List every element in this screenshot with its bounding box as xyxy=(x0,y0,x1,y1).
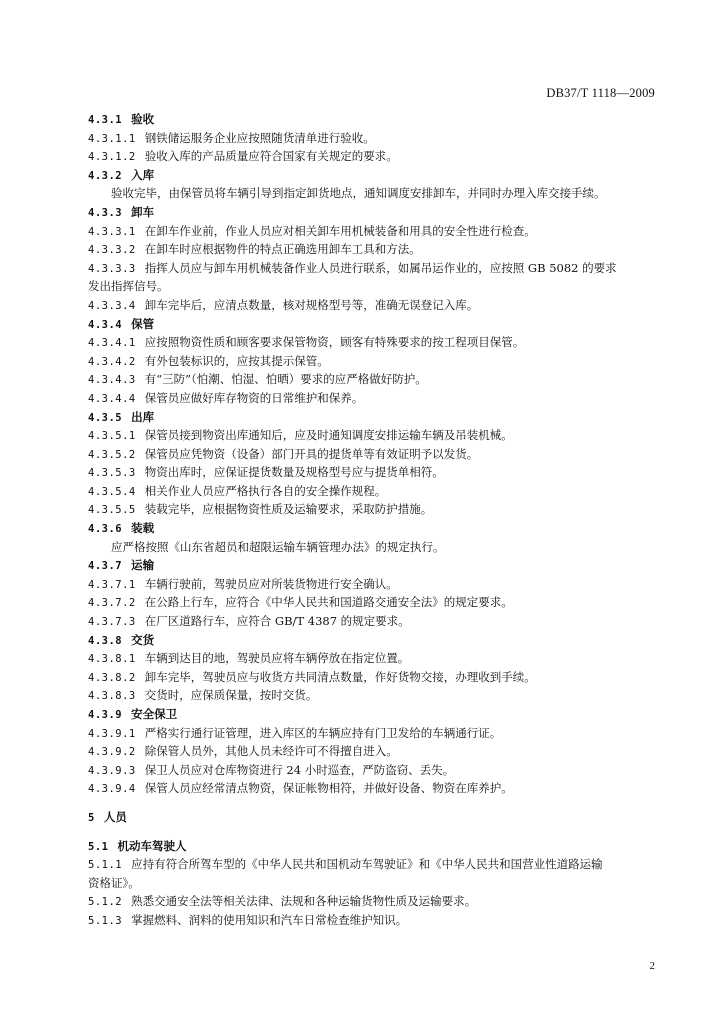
section-title: 保管 xyxy=(131,316,155,331)
clause-number: 4.3.3.4 xyxy=(88,299,136,312)
clause-line xyxy=(88,370,660,389)
section-title: 入库 xyxy=(131,167,155,182)
section-title: 卸车 xyxy=(131,204,155,219)
clause-line xyxy=(88,259,660,278)
section-heading xyxy=(88,110,660,129)
section-title: 机动车驾驶人 xyxy=(117,838,187,853)
clause-text: 发出指挥信号。 xyxy=(88,279,169,294)
clause-line xyxy=(88,240,660,259)
clause-number: 4.3.8 xyxy=(88,634,123,647)
clause-number: 4.3.9.4 xyxy=(88,783,136,796)
clause-number: 4.3.5.1 xyxy=(88,430,136,443)
clause-line xyxy=(88,575,660,594)
section-heading xyxy=(88,166,660,185)
clause-text: 交货时，应保质保量，按时交货。 xyxy=(144,688,318,703)
clause-text: 钢铁储运服务企业应按照随货清单进行验收。 xyxy=(144,130,375,145)
clause-text: 在公路上行车，应符合《中华人民共和国道路交通安全法》的规定要求。 xyxy=(144,595,513,610)
clause-text: 应持有符合所驾车型的《中华人民共和国机动车驾驶证》和《中华人民共和国营业性道路运输 xyxy=(131,857,603,872)
clause-line xyxy=(88,296,660,315)
clause-line xyxy=(88,538,660,557)
section-heading xyxy=(88,315,660,334)
clause-line xyxy=(88,129,660,148)
clause-number: 4.3.5.5 xyxy=(88,504,136,517)
section-heading xyxy=(88,837,660,856)
clause-number: 4.3.3.2 xyxy=(88,244,136,257)
clause-line xyxy=(88,668,660,687)
clause-text: 在卸车作业前，作业人员应对相关卸车用机械装备和用具的安全性进行检查。 xyxy=(144,223,536,238)
clause-line xyxy=(88,389,660,408)
section-title: 交货 xyxy=(131,632,155,647)
clause-text: 除保管人员外，其他人员未经许可不得擅自进入。 xyxy=(144,744,398,759)
section-heading xyxy=(88,631,660,650)
clause-number: 4.3.8.3 xyxy=(88,690,136,703)
clause-number: 4.3.3 xyxy=(88,206,123,219)
clause-number: 4.3.8.2 xyxy=(88,671,136,684)
clause-line xyxy=(88,184,660,203)
clause-line xyxy=(88,482,660,501)
clause-number: 5 xyxy=(88,811,95,824)
clause-line xyxy=(88,352,660,371)
clause-text: 应严格按照《山东省超员和超限运输车辆管理办法》的规定执行。 xyxy=(111,539,445,554)
clause-text: 保管员接到物资出库通知后，应及时通知调度安排运输车辆及吊装机械。 xyxy=(144,428,513,443)
clause-number: 4.3.4.3 xyxy=(88,374,136,387)
clause-text: 保管员应凭物资（设备）部门开具的提货单等有效证明予以发货。 xyxy=(144,446,479,461)
section-title: 出库 xyxy=(131,409,155,424)
clause-text: 相关作业人员应严格执行各自的安全操作规程。 xyxy=(144,483,387,498)
clause-text: 车辆行驶前，驾驶员应对所装货物进行安全确认。 xyxy=(144,576,398,591)
clause-line xyxy=(88,445,660,464)
clause-text: 保管人员应经常清点物资，保证帐物相符，并做好设备、物资在库养护。 xyxy=(144,781,513,796)
clause-line xyxy=(88,855,660,874)
section-title: 人员 xyxy=(103,809,127,824)
section-title: 装载 xyxy=(131,521,155,536)
clause-number: 4.3.4.2 xyxy=(88,355,136,368)
document-code: DB37/T 1118—2009 xyxy=(546,86,655,100)
clause-number: 4.3.5.2 xyxy=(88,448,136,461)
clause-text: 验收完毕，由保管员将车辆引导到指定卸货地点，通知调度安排卸车，并同时办理入库交接手续。 xyxy=(111,186,606,201)
clause-text: 有外包装标识的，应按其提示保管。 xyxy=(144,353,329,368)
clause-line xyxy=(88,426,660,445)
clause-text: 熟悉交通安全法等相关法律、法规和各种运输货物性质及运输要求。 xyxy=(131,894,477,909)
clause-text: 车辆到达目的地，驾驶员应将车辆停放在指定位置。 xyxy=(144,651,410,666)
clause-number: 4.3.2 xyxy=(88,169,123,182)
section-heading xyxy=(88,519,660,538)
clause-number: 5.1 xyxy=(88,840,109,853)
clause-text: 装载完毕，应根据物资性质及运输要求，采取防护措施。 xyxy=(144,502,433,517)
clause-text: 保卫人员应对仓库物资进行 24 小时巡查，严防盗窃、丢失。 xyxy=(144,762,455,777)
clause-text: 保管员应做好库存物资的日常维护和保养。 xyxy=(144,390,364,405)
clause-number: 4.3.7.3 xyxy=(88,616,136,629)
section-heading xyxy=(88,408,660,427)
clause-number: 4.3.1.2 xyxy=(88,151,136,164)
section-heading xyxy=(88,808,660,827)
clause-line xyxy=(88,911,660,930)
clause-line xyxy=(88,649,660,668)
clause-text: 在卸车时应根据物件的特点正确选用卸车工具和方法。 xyxy=(144,242,421,257)
clause-line xyxy=(88,612,660,631)
clause-number: 4.3.9.1 xyxy=(88,727,136,740)
clause-number: 4.3.4.4 xyxy=(88,392,136,405)
clause-line xyxy=(88,761,660,780)
clause-number: 4.3.7 xyxy=(88,560,123,573)
clause-number: 4.3.3.3 xyxy=(88,262,136,275)
clause-line xyxy=(88,779,660,798)
clause-text: 在厂区道路行车，应符合 GB/T 4387 的规定要求。 xyxy=(144,614,410,629)
clause-text: 验收入库的产品质量应符合国家有关规定的要求。 xyxy=(144,149,398,164)
clause-number: 4.3.1.1 xyxy=(88,132,136,145)
clause-number: 4.3.8.1 xyxy=(88,653,136,666)
clause-number: 4.3.7.2 xyxy=(88,597,136,610)
page-number: 2 xyxy=(649,960,655,972)
clause-number: 4.3.5 xyxy=(88,411,123,424)
clause-text: 指挥人员应与卸车用机械装备作业人员进行联系，如属吊运作业的，应按照 GB 5082 的要求 xyxy=(144,260,617,275)
clause-number: 4.3.5.4 xyxy=(88,485,136,498)
clause-text: 卸车完毕后，应清点数量，核对规格型号等，准确无误登记入库。 xyxy=(144,297,479,312)
clause-number: 4.3.5.3 xyxy=(88,467,136,480)
clause-number: 4.3.7.1 xyxy=(88,578,136,591)
clause-line xyxy=(88,222,660,241)
clause-text: 物资出库时，应保证提货数量及规格型号应与提货单相符。 xyxy=(144,465,444,480)
clause-text: 有“三防”（怕潮、怕湿、怕晒）要求的应严格做好防护。 xyxy=(144,372,427,387)
clause-number: 5.1.1 xyxy=(88,859,123,872)
clause-line xyxy=(88,333,660,352)
clause-number: 4.3.4.1 xyxy=(88,337,136,350)
section-title: 运输 xyxy=(131,558,155,573)
section-title: 验收 xyxy=(131,112,155,126)
clause-line xyxy=(88,147,660,166)
clause-line xyxy=(88,892,660,911)
document-body xyxy=(88,110,660,930)
clause-number: 4.3.9.3 xyxy=(88,764,136,777)
clause-number: 4.3.6 xyxy=(88,523,123,536)
clause-line xyxy=(88,500,660,519)
clause-number: 4.3.3.1 xyxy=(88,225,136,238)
clause-line xyxy=(88,724,660,743)
clause-number: 4.3.4 xyxy=(88,318,123,331)
clause-number: 5.1.2 xyxy=(88,896,123,909)
clause-number: 4.3.9 xyxy=(88,709,123,721)
section-heading xyxy=(88,705,660,724)
section-heading xyxy=(88,203,660,222)
clause-line xyxy=(88,463,660,482)
clause-line xyxy=(88,277,660,296)
clause-number: 4.3.9.2 xyxy=(88,746,136,759)
clause-text: 掌握燃料、润料的使用知识和汽车日常检查维护知识。 xyxy=(131,912,408,927)
clause-text: 应按照物资性质和顾客要求保管物资，顾客有特殊要求的按工程项目保管。 xyxy=(144,335,525,350)
section-heading xyxy=(88,556,660,575)
clause-text: 资格证》。 xyxy=(88,875,140,890)
section-title: 安全保卫 xyxy=(131,707,178,721)
clause-text: 卸车完毕，驾驶员应与收货方共同清点数量，作好货物交接，办理收到手续。 xyxy=(144,669,536,684)
clause-line xyxy=(88,742,660,761)
clause-line xyxy=(88,686,660,705)
clause-number: 5.1.3 xyxy=(88,914,123,927)
clause-line xyxy=(88,874,660,893)
clause-number: 4.3.1 xyxy=(88,114,123,126)
clause-line xyxy=(88,593,660,612)
clause-text: 严格实行通行证管理，进入库区的车辆应持有门卫发给的车辆通行证。 xyxy=(144,725,502,740)
